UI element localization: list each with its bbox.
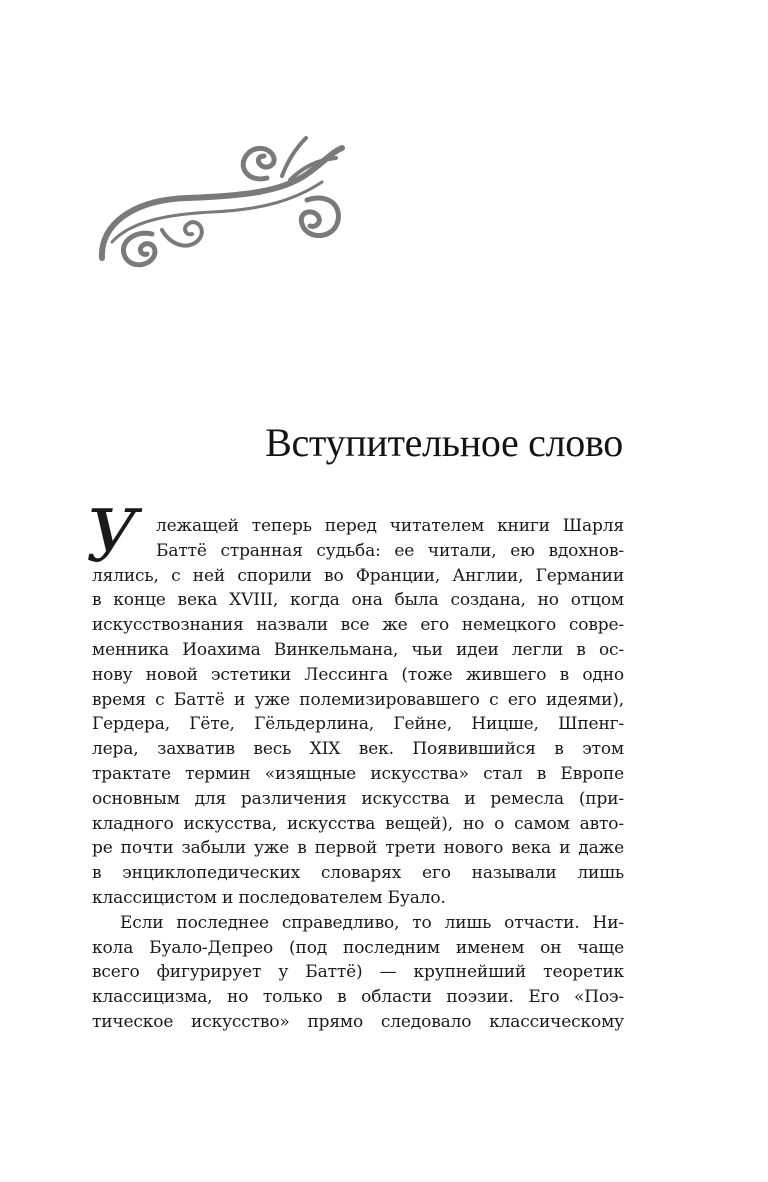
text-line: трактате термин «изящные искусства» стал в Европе [92,763,624,784]
text-line: лежащей теперь перед читателем книги Шарля [156,516,624,536]
text-line: нову новой эстетики Лессинга (тоже жившего в одно [92,664,624,685]
text-line: кола Буало-Депрео (под последним именем он чаще [92,937,624,958]
drop-cap: У [86,494,138,578]
text-line: лера, захватив весь XIX век. Появившийся в этом [92,739,624,760]
text-line: основным для различения искусства и ремесла (при- [92,788,624,809]
text-line: в энциклопедических словарях его называли лишь [92,863,624,884]
text-line: лялись, с ней спорили во Франции, Англии, Германии [92,565,624,586]
text-line: классицизма, но только в области поэзии. Его «Поэ- [92,987,624,1008]
text-line: время с Баттё и уже полемизировавшего с его идеями), [92,689,624,710]
text-line: всего фигурирует у Баттё) — крупнейший теоретик [92,962,624,983]
text-line: классицистом и последователем Буало. [92,887,446,908]
text-line: искусствознания назвали все же его немецкого совре- [92,615,624,636]
flourish-ornament-icon [92,130,347,280]
text-line: менника Иоахима Винкельмана, чьи идеи легли в ос- [92,639,624,660]
chapter-title: Вступительное слово [265,420,623,465]
text-line: Баттё странная судьба: ее читали, ею вдохнов- [156,540,624,561]
chapter-body [86,494,624,1035]
text-line: ре почти забыли уже в первой трети нового века и даже [92,838,624,859]
text-line: в конце века XVIII, когда она была создана, но отцом [92,590,624,611]
text-line: тическое искусство» прямо следовало классическому [92,1011,624,1032]
text-line: Гердера, Гёте, Гёльдерлина, Гейне, Ницше, Шпенг- [92,714,624,735]
text-line: кладного искусства, искусства вещей), но о самом авто- [92,813,624,834]
text-line: Если последнее справедливо, то лишь отчасти. Ни- [120,912,624,933]
